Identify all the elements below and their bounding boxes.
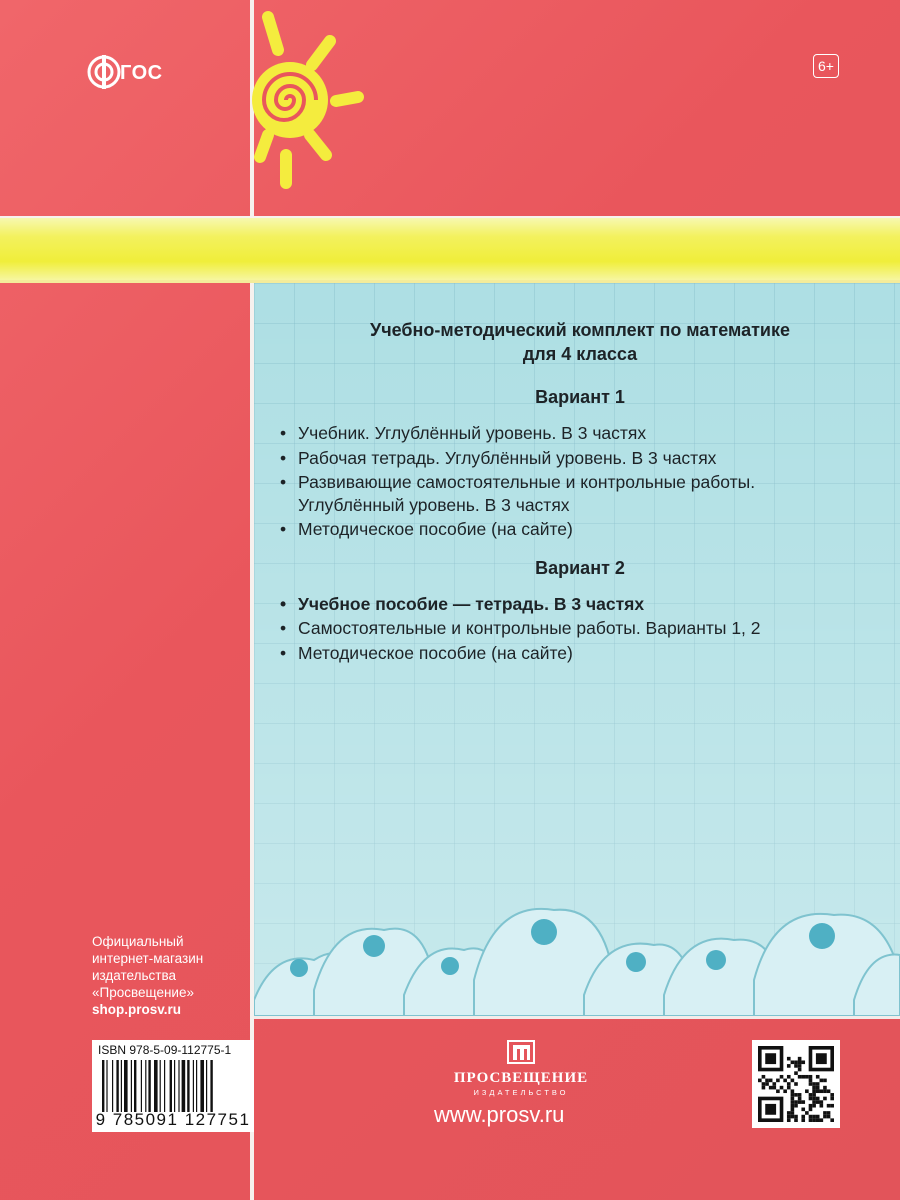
qr-module [820,1118,824,1122]
qr-module [794,1104,798,1108]
qr-module [827,1104,831,1108]
qr-module [787,1118,791,1122]
qr-module [798,1060,802,1064]
qr-module [772,1082,776,1086]
headline-line-1: Учебно-методический комплект по математике [370,320,790,340]
barcode-bar [174,1060,175,1112]
qr-finder [765,1104,776,1115]
shop-line: «Просвещение» [92,985,194,1000]
qr-module [809,1097,813,1101]
qr-finder [765,1053,776,1064]
qr-module [809,1118,813,1122]
qr-module [787,1075,791,1079]
qr-module [823,1115,827,1119]
yellow-band [0,218,900,280]
qr-module [798,1064,802,1068]
variant-1-title: Вариант 1 [535,387,625,407]
qr-module [772,1086,776,1090]
publisher-name: ПРОСВЕЩЕНИЕ [453,1070,589,1086]
qr-module [801,1075,805,1079]
list-item [270,471,890,516]
qr-module [830,1104,834,1108]
qr-module [783,1089,787,1093]
barcode-bar [102,1060,104,1112]
barcode-bar [178,1060,179,1112]
qr-module [776,1079,780,1083]
qr-module [827,1089,831,1093]
qr-module [812,1089,816,1093]
barcode-bar [145,1060,146,1112]
list-item: • Учебное пособие — тетрадь. В 3 частях [270,593,890,616]
qr-module [805,1089,809,1093]
qr-module [794,1115,798,1119]
qr-module [787,1082,791,1086]
list-item: • Рабочая тетрадь. Углублённый уровень. В 3 частях [270,447,890,470]
barcode-bar [148,1060,150,1112]
qr-module [820,1089,824,1093]
qr-module [823,1089,827,1093]
qr-module [798,1093,802,1097]
qr-module [794,1093,798,1097]
qr-module [812,1082,816,1086]
qr-module [812,1093,816,1097]
barcode-icon [102,1060,248,1112]
qr-module [791,1111,795,1115]
list-item: • Методическое пособие (на сайте) [270,642,890,665]
qr-module [830,1097,834,1101]
publisher-emblem-icon [507,1040,535,1064]
barcode-bar [124,1060,128,1112]
list-item: • Учебник. Углублённый уровень. В 3 частях [270,422,890,445]
qr-module [812,1086,816,1090]
qr-module [809,1079,813,1083]
qr-module [791,1115,795,1119]
publisher-subtitle: ИЗДАТЕЛЬСТВО [473,1088,569,1097]
qr-module [823,1111,827,1115]
headline [270,318,890,366]
fgos-logo-text: ГОС [120,62,163,84]
qr-module [820,1079,824,1083]
qr-module [787,1064,791,1068]
qr-module [816,1089,820,1093]
qr-module [816,1118,820,1122]
qr-module [812,1115,816,1119]
qr-module [791,1060,795,1064]
qr-module [791,1093,795,1097]
qr-module [816,1100,820,1104]
shop-line: интернет-магазин [92,951,204,966]
barcode-bar [112,1060,113,1112]
qr-module [769,1079,773,1083]
qr-module [791,1108,795,1112]
qr-module [801,1108,805,1112]
list-item-line-1: Развивающие самостоятельные и контрольные работы. [298,472,756,492]
qr-module [798,1100,802,1104]
qr-module [830,1093,834,1097]
panel-bottom-line [254,1016,900,1019]
qr-module [816,1075,820,1079]
qr-module [820,1100,824,1104]
qr-module [812,1100,816,1104]
qr-module [794,1064,798,1068]
barcode-number: 9 785091 127751 [95,1110,251,1129]
qr-module [791,1097,795,1101]
qr-module [791,1104,795,1108]
barcode-bar [106,1060,107,1112]
qr-module [809,1115,813,1119]
qr-module [816,1115,820,1119]
barcode-bar [196,1060,197,1112]
qr-module [794,1118,798,1122]
qr-module [830,1118,834,1122]
barcode-bar [164,1060,165,1112]
shop-line: издательства [92,968,176,983]
qr-module [801,1100,805,1104]
barcode-bar [200,1060,204,1112]
qr-module [816,1086,820,1090]
isbn-label: ISBN 978-5-09-112775-1 [98,1043,232,1057]
qr-module [809,1108,813,1112]
publisher-url[interactable]: www.prosv.ru [434,1102,565,1127]
qr-module [776,1089,780,1093]
barcode-bar [154,1060,158,1112]
barcode-bar [134,1060,136,1112]
publisher-logo [436,1040,606,1097]
qr-module [823,1097,827,1101]
shop-line: Официальный [92,934,184,949]
qr-module [823,1086,827,1090]
barcode-bar [170,1060,172,1112]
shop-info [92,933,203,1018]
qr-module [762,1082,766,1086]
list-item-line-2: Углублённый уровень. В 3 частях [298,494,570,515]
qr-module [809,1082,813,1086]
qr-module [758,1079,762,1083]
age-rating-badge: 6+ [813,54,839,78]
qr-module [787,1086,791,1090]
qr-module [783,1079,787,1083]
qr-module [762,1075,766,1079]
barcode-bar [193,1060,194,1112]
variant-2-list [270,593,890,665]
qr-module [765,1079,769,1083]
qr-code-icon[interactable] [752,1040,840,1128]
qr-module [812,1118,816,1122]
qr-module [809,1104,813,1108]
qr-module [787,1057,791,1061]
qr-module [801,1115,805,1119]
barcode-bar [121,1060,122,1112]
qr-module [812,1097,816,1101]
qr-module [787,1115,791,1119]
barcode-bar [141,1060,142,1112]
qr-module [798,1057,802,1061]
qr-module [809,1093,813,1097]
qr-module [827,1111,831,1115]
qr-module [780,1086,784,1090]
qr-module [816,1082,820,1086]
qr-module [787,1111,791,1115]
qr-module [816,1097,820,1101]
qr-module [812,1104,816,1108]
shop-url[interactable]: shop.prosv.ru [92,1002,182,1017]
qr-module [805,1111,809,1115]
qr-module [827,1115,831,1119]
qr-finder [816,1053,827,1064]
barcode-bar [131,1060,132,1112]
qr-module [801,1118,805,1122]
qr-module [791,1089,795,1093]
kit-contents [270,318,890,680]
barcode-bar [116,1060,118,1112]
qr-module [769,1086,773,1090]
qr-module [794,1100,798,1104]
list-item: • Методическое пособие (на сайте) [270,518,890,541]
variant-1-list [270,422,890,541]
qr-module [809,1075,813,1079]
variant-2-title: Вариант 2 [535,557,625,578]
qr-module [801,1060,805,1064]
barcode-bar [182,1060,186,1112]
qr-module [762,1086,766,1090]
qr-module [823,1079,827,1083]
qr-module [820,1104,824,1108]
qr-module [791,1079,795,1083]
qr-module [791,1100,795,1104]
barcode-bar [210,1060,212,1112]
isbn-barcode-box [92,1040,254,1132]
sun-icon [238,5,368,195]
barcode-bar [206,1060,207,1112]
qr-module [794,1082,798,1086]
barcode-bar [160,1060,161,1112]
qr-module [798,1075,802,1079]
qr-module [780,1075,784,1079]
barcode-bar [187,1060,189,1112]
list-item: • Самостоятельные и контрольные работы. Варианты 1, 2 [270,617,890,640]
qr-module [805,1075,809,1079]
qr-module [794,1071,798,1075]
wave-decoration [254,880,900,1016]
qr-module [765,1082,769,1086]
qr-module [794,1060,798,1064]
qr-module [798,1068,802,1072]
headline-line-2: для 4 класса [522,344,638,364]
qr-module [798,1097,802,1101]
